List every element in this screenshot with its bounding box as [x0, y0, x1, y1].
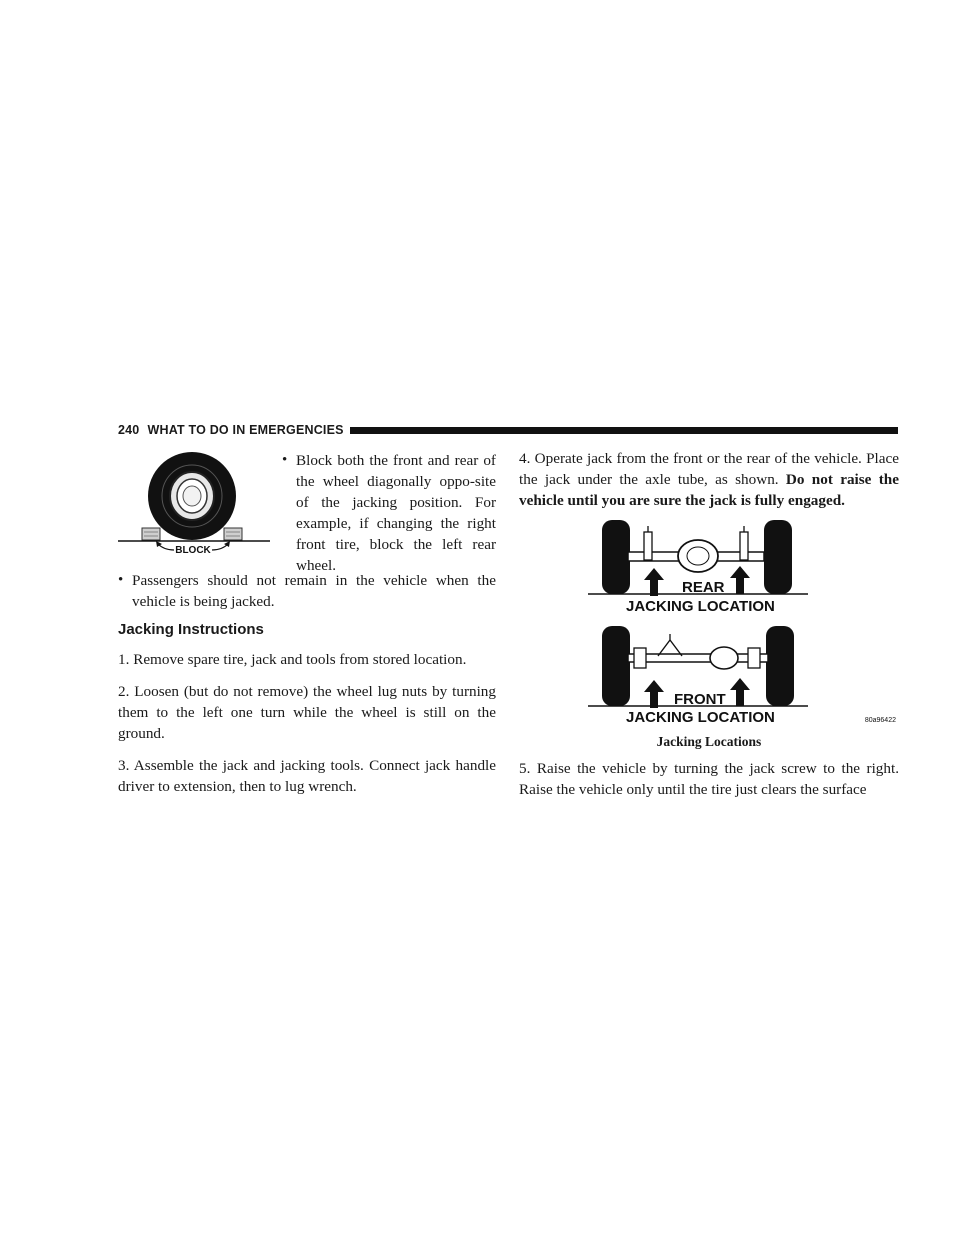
- step-4-warning: Do not raise the vehicle until you are sure the jack is fully engaged.: [519, 471, 899, 509]
- step-3: 3. Assemble the jack and jacking tools. Connect jack handle driver to extension, then to lug wrench.: [118, 757, 496, 795]
- step-4: [519, 448, 899, 511]
- bullet-item: [118, 570, 496, 612]
- jacking-locations-illustration: [588, 516, 900, 728]
- step-2: 2. Loosen (but do not remove) the wheel lug nuts by turning them to the left one turn while the wheel is still on the ground.: [118, 683, 496, 742]
- section-heading: Jacking Instructions: [118, 621, 264, 638]
- wheel-block-illustration: [118, 452, 270, 556]
- block-label: BLOCK: [175, 545, 211, 556]
- bullet-item: [282, 450, 496, 576]
- bullet-text: Passengers should not remain in the vehicle when the vehicle is being jacked.: [132, 572, 496, 610]
- bullet-symbol: •: [118, 572, 124, 588]
- rear-label: REAR: [682, 579, 725, 596]
- page-number: 240: [118, 423, 140, 437]
- bullet-text: Block both the front and rear of the wheel diagonally oppo-site of the jacking position. For example, if changing the right front tire, block the left rear wheel.: [296, 452, 496, 574]
- front-label: FRONT: [674, 691, 726, 708]
- step-5: 5. Raise the vehicle by turning the jack screw to the right. Raise the vehicle only until the tire just clears the surface: [519, 760, 899, 798]
- header-rule: [350, 427, 898, 434]
- rear-jacking-location-label: JACKING LOCATION: [626, 598, 775, 615]
- front-jacking-location-label: JACKING LOCATION: [626, 709, 775, 726]
- figure-code: 80a96422: [864, 717, 896, 724]
- bullet-symbol: •: [282, 452, 288, 468]
- section-title: WHAT TO DO IN EMERGENCIES: [147, 423, 344, 437]
- figure-caption: Jacking Locations: [656, 734, 762, 749]
- step-4-text: 4. Operate jack from the front or the rear of the vehicle. Place the jack under the axle tube, as shown.: [519, 450, 899, 488]
- step-1: 1. Remove spare tire, jack and tools from stored location.: [118, 651, 467, 668]
- steps-list: [118, 649, 496, 808]
- page-header: [118, 423, 898, 437]
